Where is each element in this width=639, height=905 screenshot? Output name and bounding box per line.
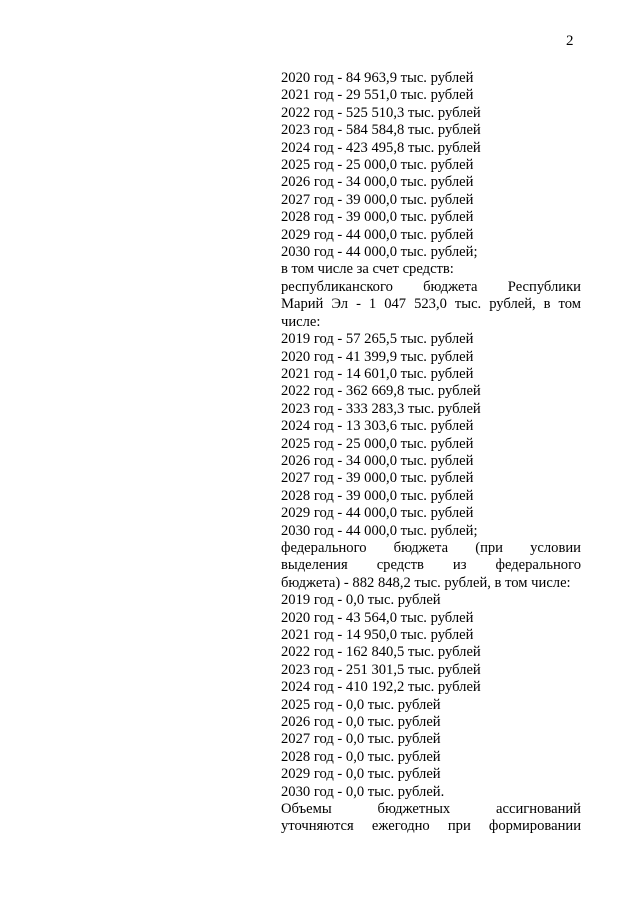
list-item: 2019 год - 0,0 тыс. рублей — [281, 592, 441, 609]
list-item: 2024 год - 423 495,8 тыс. рублей — [281, 139, 481, 156]
including-text: в том числе за счет средств: — [281, 261, 454, 278]
list-item: 2024 год - 13 303,6 тыс. рублей — [281, 418, 474, 435]
list-item: 2020 год - 84 963,9 тыс. рублей — [281, 70, 474, 86]
list-item: 2029 год - 0,0 тыс. рублей — [281, 766, 441, 783]
list-item: 2021 год - 14 950,0 тыс. рублей — [281, 627, 474, 643]
list-item: 2023 год - 584 584,8 тыс. рублей — [281, 122, 481, 139]
list-item: 2028 год - 0,0 тыс. рублей — [281, 748, 441, 765]
republic-budget-section — [281, 279, 581, 540]
list-item: 2020 год - 41 399,9 тыс. рублей — [281, 348, 474, 365]
republic-budget-line-1: республиканского бюджета Республики — [281, 278, 581, 295]
list-item: 2030 год - 44 000,0 тыс. рублей; — [281, 244, 478, 261]
list-item: 2025 год - 25 000,0 тыс. рублей — [281, 157, 474, 174]
list-item: 2020 год - 43 564,0 тыс. рублей — [281, 609, 474, 626]
list-item: 2030 год - 44 000,0 тыс. рублей; — [281, 522, 478, 539]
closing-line-1: Объемы бюджетных ассигнований — [281, 801, 581, 818]
list-item: 2029 год - 44 000,0 тыс. рублей — [281, 226, 474, 243]
list-item: 2021 год - 14 601,0 тыс. рублей — [281, 365, 474, 382]
list-item: 2026 год - 34 000,0 тыс. рублей — [281, 452, 474, 469]
federal-budget-line-3: бюджета) - 882 848,2 тыс. рублей, в том числе: — [281, 574, 571, 591]
list-item: 2027 год - 39 000,0 тыс. рублей — [281, 191, 474, 208]
list-item: 2025 год - 0,0 тыс. рублей — [281, 696, 441, 713]
total-funding-by-year-list — [281, 70, 581, 261]
republic-budget-line-3: числе: — [281, 313, 321, 330]
list-item: 2022 год - 362 669,8 тыс. рублей — [281, 383, 481, 400]
list-item: 2023 год - 333 283,3 тыс. рублей — [281, 400, 481, 417]
republic-budget-line-2: Марий Эл - 1 047 523,0 тыс. рублей, в том — [281, 296, 581, 313]
list-item: 2029 год - 44 000,0 тыс. рублей — [281, 505, 474, 522]
closing-paragraph — [281, 801, 581, 836]
document-body — [281, 70, 581, 836]
list-item: 2021 год - 29 551,0 тыс. рублей — [281, 87, 474, 104]
federal-budget-line-2: выделения средств из федерального — [281, 557, 581, 574]
list-item: 2024 год - 410 192,2 тыс. рублей — [281, 679, 481, 696]
closing-line-2: уточняются ежегодно при формировании — [281, 818, 581, 835]
page-number: 2 — [566, 33, 574, 49]
list-item: 2026 год - 0,0 тыс. рублей — [281, 714, 441, 731]
list-item: 2028 год - 39 000,0 тыс. рублей — [281, 487, 474, 504]
list-item: 2019 год - 57 265,5 тыс. рублей — [281, 331, 474, 348]
list-item: 2027 год - 39 000,0 тыс. рублей — [281, 470, 474, 487]
list-item: 2023 год - 251 301,5 тыс. рублей — [281, 661, 481, 678]
list-item: 2026 год - 34 000,0 тыс. рублей — [281, 174, 474, 191]
federal-budget-section — [281, 540, 581, 801]
list-item: 2022 год - 525 510,3 тыс. рублей — [281, 104, 481, 121]
list-item: 2027 год - 0,0 тыс. рублей — [281, 731, 441, 748]
list-item: 2030 год - 0,0 тыс. рублей. — [281, 783, 445, 800]
federal-budget-line-1: федерального бюджета (при условии — [281, 539, 581, 556]
list-item: 2028 год - 39 000,0 тыс. рублей — [281, 209, 474, 226]
list-item: 2025 год - 25 000,0 тыс. рублей — [281, 435, 474, 452]
list-item: 2022 год - 162 840,5 тыс. рублей — [281, 644, 481, 661]
